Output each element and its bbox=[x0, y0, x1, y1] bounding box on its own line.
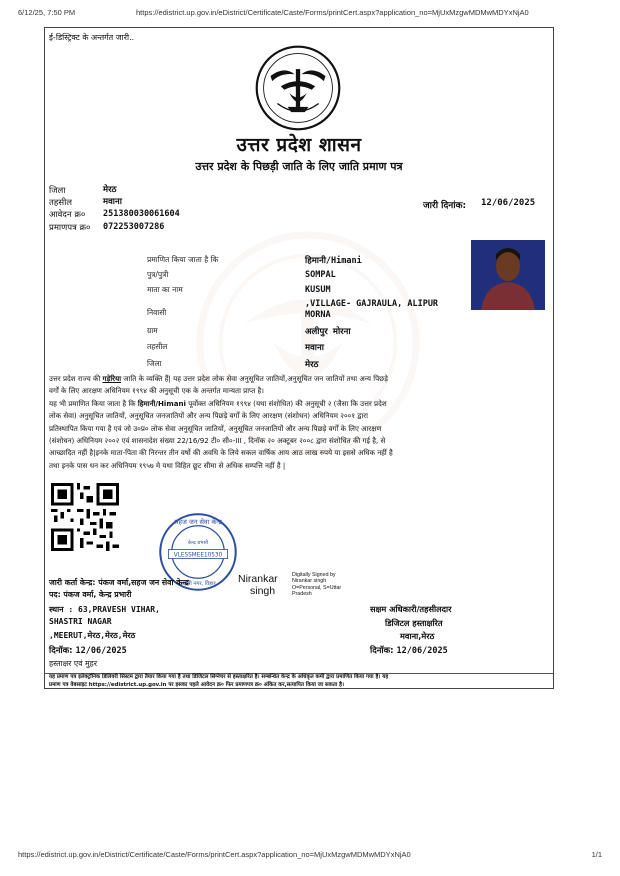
footer-url[interactable]: https://edistrict.up.gov.in/eDistrict/Certificate/Caste/Forms/printCert.aspx?application_no=MjUxMzgwMDMwMDYxNjA0 bbox=[18, 850, 411, 859]
signature-detail: Pradesh bbox=[292, 591, 312, 598]
place-line-1: स्थान : 63,PRAVESH VIHAR, bbox=[49, 605, 160, 614]
body-text: पूर्वोक्त अधिनियम १९९४ (यथा संशोधित) की अनुसूची २ (जैसा कि उत्तर प्रदेश bbox=[188, 398, 387, 408]
authority-place: मवाना,मेरठ bbox=[400, 631, 435, 641]
application-number-label: आवेदन क्र० bbox=[49, 210, 86, 220]
applicant-name-inline: हिमानी/Himani bbox=[137, 398, 186, 408]
application-number: 251380030061604 bbox=[103, 209, 180, 219]
caste-name: गड़ेरिया bbox=[102, 374, 122, 383]
seal-top-text: सहज जन सेवा केन्द्र bbox=[174, 518, 222, 527]
body-text: जाति के व्यक्ति हैं| यह उत्तर प्रदेश लोक सेवा अनुसूचित जातियों,अनुसूचित जन जातियों तथा अन्य पिछड़े bbox=[123, 374, 388, 383]
signature-name-line: Nirankar bbox=[238, 573, 278, 585]
competent-authority: सक्षम अधिकारी/तहसीलदार bbox=[370, 604, 452, 614]
signature-detail: Nirankar singh bbox=[292, 578, 327, 585]
digitally-signed-label: डिजिटल हस्ताक्षरित bbox=[385, 618, 443, 628]
left-date-value: 12/06/2025 bbox=[75, 646, 127, 656]
residence-line-2: MORNA bbox=[305, 310, 331, 320]
person-tehsil-label: तहसील bbox=[147, 342, 168, 351]
residence-line-1: ,VILLAGE- GAJRAULA, ALIPUR bbox=[305, 299, 439, 309]
signature-name-line: singh bbox=[250, 585, 276, 597]
issue-date: 12/06/2025 bbox=[481, 198, 536, 208]
relation-label: पुत्र/पुत्री bbox=[147, 270, 169, 279]
body-text: प्रतिस्थापित किया गया है एवं जो उ०प्र० लोक सेवा अनुसूचित जातियों, अनुसूचित जनजातियों और अन्य पिछड़े वर्गों के लिए आरक्षण bbox=[49, 423, 382, 433]
district-value: मेरठ bbox=[103, 185, 117, 195]
certify-label: प्रमाणित किया जाता है कि bbox=[147, 255, 219, 264]
person-district-value: मेरठ bbox=[305, 360, 319, 370]
edistrict-note: ई-डिस्ट्रिक्ट के अन्तर्गत जारी.. bbox=[49, 33, 135, 42]
village-value: अलीपुर मोरना bbox=[305, 327, 351, 337]
signature-detail: Digitally Signed by bbox=[292, 572, 336, 578]
right-date-label: दिनॉक: bbox=[370, 646, 394, 656]
left-date bbox=[49, 645, 127, 656]
qr-code-icon[interactable] bbox=[51, 483, 119, 551]
seal-vle-id: VLESSMEE10530 bbox=[173, 552, 223, 559]
digital-signature-details bbox=[292, 572, 341, 598]
applicant-name: हिमानी/Himani bbox=[305, 256, 362, 266]
district-label: जिला bbox=[49, 186, 66, 196]
applicant-photo bbox=[471, 240, 545, 310]
up-emblem-icon bbox=[255, 45, 341, 131]
body-text: वर्गों के लिए आरक्षण अधिनियम १९९४ की अनुसूची एक के अन्तर्गत मान्यता प्राप्त है। bbox=[49, 386, 264, 396]
mother-name: KUSUM bbox=[305, 285, 331, 295]
body-text: उत्तर प्रदेश राज्य की bbox=[49, 374, 101, 383]
signature-detail: O=Personal, S=Uttar bbox=[292, 584, 342, 591]
government-title: उत्तर प्रदेश शासन bbox=[236, 134, 362, 156]
body-text: तथा इनके पास धन कर अधिनियम १९५७ मे यथा विहित छूट सीमा से अधिक सम्पत्ति नहीं है | bbox=[49, 460, 286, 470]
person-district-label: जिला bbox=[147, 359, 162, 368]
right-date-value: 12/06/2025 bbox=[396, 646, 448, 656]
body-text: आच्छादित नहीं है|इनके माता-पिता की निरन्तर तीन वर्षो की अवधि के लिये सकल वार्षिक आय आठ लाख रुपये या इससे अधिक नहीं है bbox=[49, 448, 393, 458]
seal-center-text: केन्द्र प्रभारी bbox=[187, 539, 209, 546]
place-line-2: SHASTRI NAGAR bbox=[49, 617, 112, 626]
seal-bottom-text: शास्त्री नगर, विहार bbox=[180, 580, 216, 587]
issuer-post: पद: पंकज वर्मा, केन्द्र प्रभारी bbox=[49, 590, 132, 599]
left-date-label: दिनॉक: bbox=[49, 646, 73, 656]
father-name: SOMPAL bbox=[305, 270, 336, 280]
body-text: यह भी प्रमाणित किया जाता है कि bbox=[49, 398, 136, 408]
body-text: (संशोधन) अधिनियम २००२ एवं शासनादेश संख्या 22/16/92 टी० सी०-III , दिनॉक २० अक्टूबर २००८ द्वारा संशोधित की गई है, से bbox=[49, 436, 386, 446]
print-url[interactable]: https://edistrict.up.gov.in/eDistrict/Certificate/Caste/Forms/printCert.aspx?application_no=MjUxMzgwMDMwMDYxNjA0 bbox=[136, 8, 529, 17]
mother-label: माता का नाम bbox=[147, 285, 183, 294]
print-timestamp: 6/12/25, 7:50 PM bbox=[18, 8, 76, 17]
verification-line: प्रमाण पत्र वेबसाइट https://edistrict.up.gov.in पर इसका पहले आवेदन क्र० फिर प्रमाणपत्र क्र० अंकित कर,सत्यापित किया जा सकता है। bbox=[49, 682, 345, 688]
certificate-body bbox=[49, 373, 547, 472]
certificate bbox=[44, 27, 554, 689]
digital-signature-name bbox=[238, 573, 278, 597]
verification-line: यह प्रमाण पत्र इलेक्ट्रॉनिक डिलिवरी सिस्टम द्वारा तैयार किया गया है तथा डिजिटल सिग्नेचर से हस्ताक्षरित है। सम्बन्धित केन्द्र के अधिकृत कर्मी द्वारा प्रमाणित किया गया है। यह bbox=[49, 674, 389, 680]
certificate-number-label: प्रमाणपत्र क्र० bbox=[49, 223, 91, 233]
certificate-title: उत्तर प्रदेश के पिछड़ी जाति के लिए जाति प्रमाण पत्र bbox=[195, 160, 403, 173]
person-tehsil-value: मवाना bbox=[305, 343, 324, 353]
verification-note bbox=[49, 673, 549, 689]
tehsil-value: मवाना bbox=[103, 197, 122, 207]
residence-label: निवासी bbox=[147, 308, 167, 317]
body-text: लोक सेवा) अनुसूचित जातियों, अनुसूचित जनजातियों और अन्य पिछड़े वर्गों के लिए आरक्षण (संशोधन) अधिनियम २००१ द्वारा bbox=[49, 411, 368, 421]
tehsil-label: तहसील bbox=[49, 198, 73, 208]
certificate-number: 072253007286 bbox=[103, 222, 165, 232]
place-line-3: ,MEERUT,मेरठ,मेरठ,मेरठ bbox=[49, 631, 136, 640]
issuing-center: जारी कर्ता केन्द्र: पंकज वर्मा,सहज जन सेवा केन्द्र bbox=[49, 578, 189, 587]
issue-date-label: जारी दिनांक: bbox=[423, 201, 467, 211]
signature-seal-label: हस्ताक्षर एवं मुहर bbox=[49, 659, 98, 668]
page-number: 1/1 bbox=[591, 850, 602, 859]
village-label: ग्राम bbox=[147, 326, 158, 335]
right-date bbox=[370, 645, 448, 656]
